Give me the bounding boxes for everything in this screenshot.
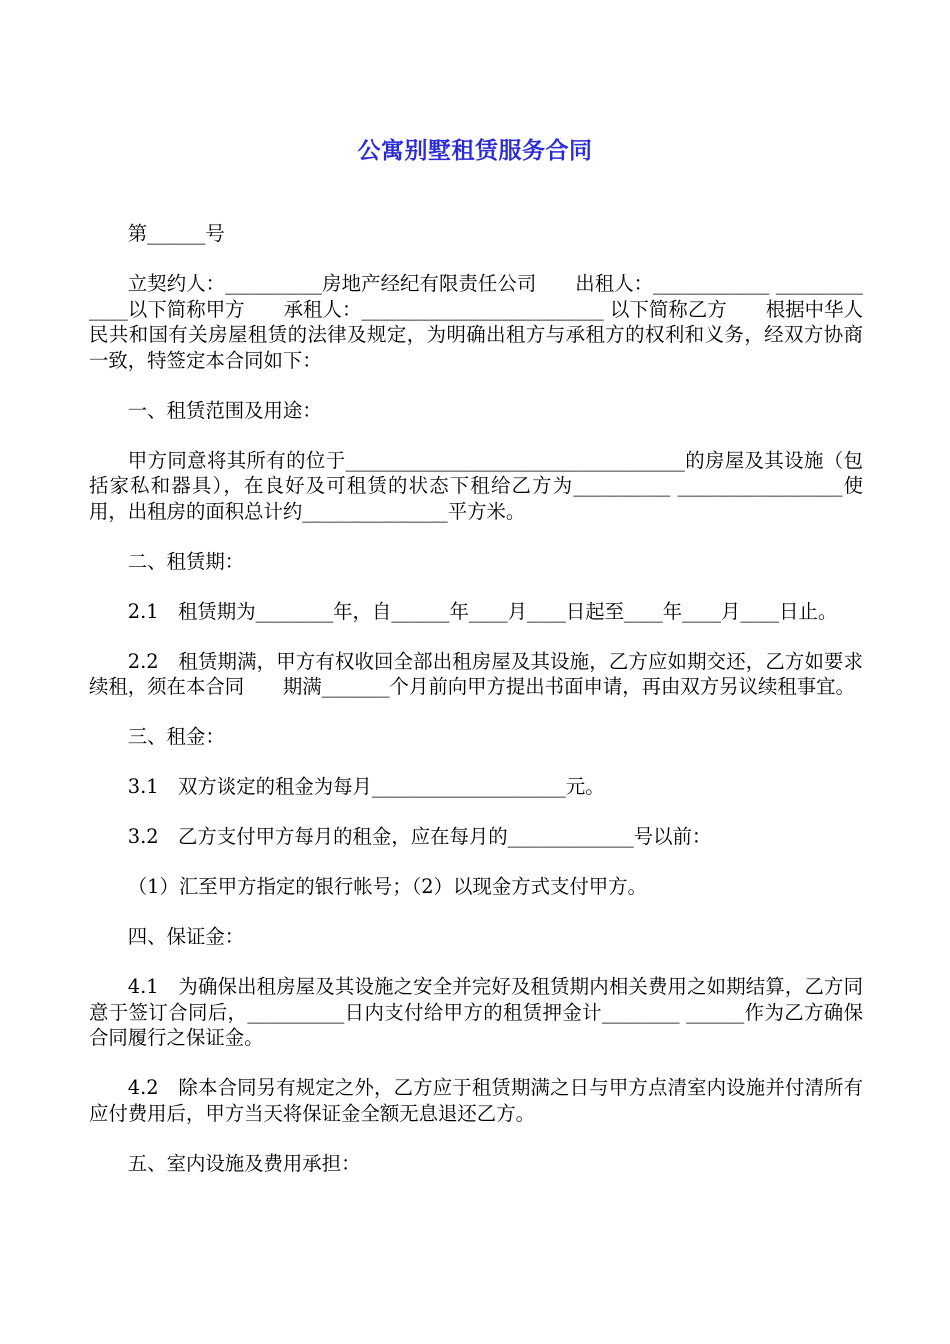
section-heading-term: 二、租赁期： [127,549,245,573]
document-title: 公寓别墅租赁服务合同 [357,138,593,164]
scope-paragraph: 甲方同意将其所有的位于___________________________________的房屋及其设施（包括家私和器具），在良好及可租赁的状态下租给乙方为__________ _________________使用，出租房的面积总计约_______________平方米。 [89,448,863,523]
section-heading-deposit: 四、保证金： [127,925,245,948]
clause-4-2: 4.2 除本合同另有规定之外，乙方应于租赁期满之日与甲方点清室内设施并付清所有应付费用后，甲方当天将保证金全额无息退还乙方。 [89,1076,863,1125]
section-heading-facilities: 五、室内设施及费用承担： [127,1151,361,1175]
section-heading-rent: 三、租金： [127,725,225,748]
parties-paragraph: 立契约人：__________房地产经纪有限责任公司 出租人：____________ _____________以下简称甲方 承租人：_________________________ 以下简称乙方 根据中华人民共和国有关房屋租赁的法律及规定，为明确出租方与承租方的权利和义务，经双方协商一致，特签定本合同如下： [89,272,863,372]
section-heading-scope: 一、租赁范围及用途： [127,398,322,422]
document-body [89,221,863,1201]
contract-number: 第______号 [127,222,225,245]
clause-3-1: 3.1 双方谈定的租金为每月____________________元。 [127,775,605,798]
clause-2-1: 2.1 租赁期为________年，自______年____月____日起至____年____月____日止。 [127,599,838,623]
clause-4-1: 4.1 为确保出租房屋及其设施之安全并完好及租赁期内相关费用之如期结算，乙方同意于签订合同后，__________日内支付给甲方的租赁押金计________ ______作为乙方确保合同履行之保证金。 [89,975,863,1049]
clause-2-2: 2.2 租赁期满，甲方有权收回全部出租房屋及其设施，乙方应如期交还，乙方如要求续租，须在本合同 期满_______个月前向甲方提出书面申请，再由双方另议续租事宜。 [89,649,863,698]
payment-methods: （1）汇至甲方指定的银行帐号；（2）以现金方式支付甲方。 [127,875,647,898]
clause-3-2: 3.2 乙方支付甲方每月的租金，应在每月的_____________号以前： [127,825,712,848]
